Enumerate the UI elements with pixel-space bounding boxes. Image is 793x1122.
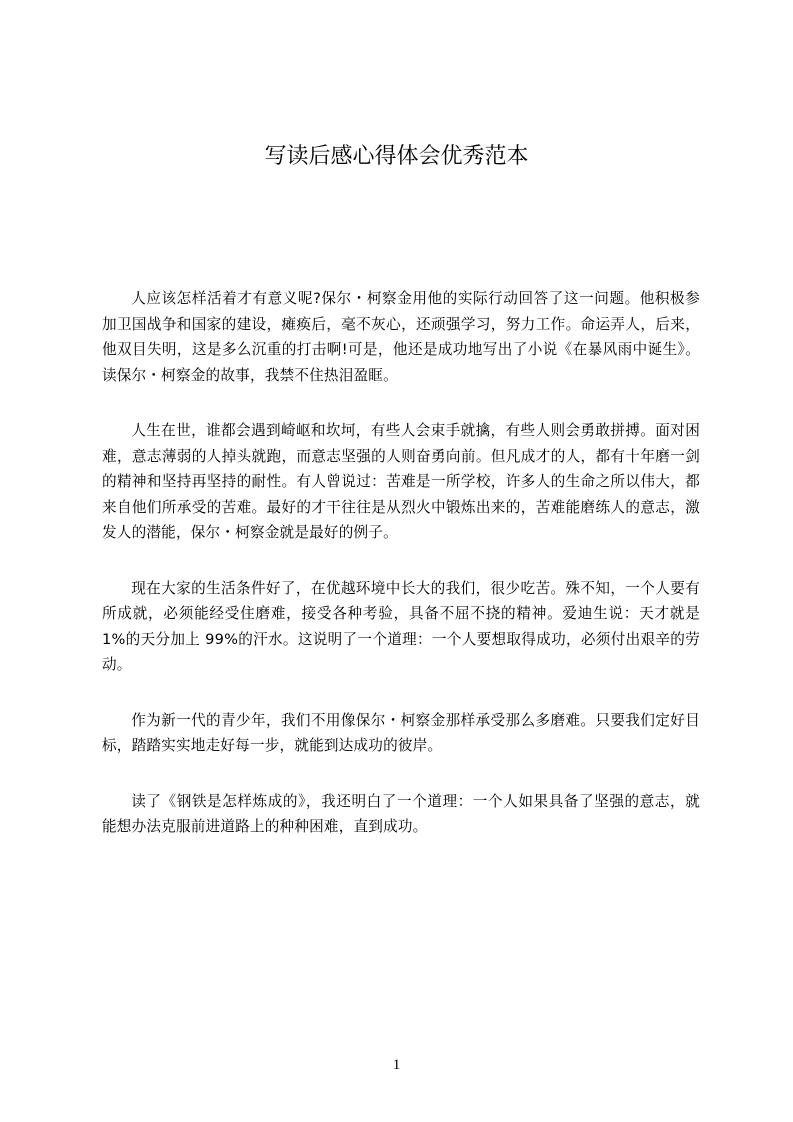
paragraph-2: 人生在世，谁都会遇到崎岖和坎坷，有些人会束手就擒，有些人则会勇敢拼搏。面对困难，意志薄弱的人掉头就跑，而意志坚强的人则奋勇向前。但凡成才的人，都有十年磨一剑的精神和坚持再坚持的耐性。有人曾说过：苦难是一所学校，许多人的生命之所以伟大，都来自他们所承受的苦难。最好的才干往往是从烈火中锻炼出来的，苦难能磨练人的意志，激发人的潜能，保尔・柯察金就是最好的例子。 [102,422,700,541]
paragraph-5: 读了《钢铁是怎样炼成的》，我还明白了一个道理：一个人如果具备了坚强的意志，就能想办法克服前进道路上的种种困难，直到成功。 [102,792,700,835]
document-body [102,286,700,870]
paragraph-1: 人应该怎样活着才有意义呢?保尔・柯察金用他的实际行动回答了这一问题。他积极参加卫国战争和国家的建设，瘫痪后，毫不灰心，还顽强学习，努力工作。命运弄人，后来，他双目失明，这是多么沉重的打击啊!可是，他还是成功地写出了小说《在暴风雨中诞生》。读保尔・柯察金的故事，我禁不住热泪盈眶。 [102,290,700,384]
paragraph-3: 现在大家的生活条件好了，在优越环境中长大的我们，很少吃苦。殊不知，一个人要有所成就，必须能经受住磨难，接受各种考验，具备不屈不挠的精神。爱迪生说：天才就是 1%的天分加上 99%的汗水。这说明了一个道理：一个人要想取得成功，必须付出艰辛的劳动。 [102,579,700,673]
page-number: 1 [392,1057,401,1073]
document-title: 写读后感心得体会优秀范本 [264,144,529,169]
paragraph-4: 作为新一代的青少年，我们不用像保尔・柯察金那样承受那么多磨难。只要我们定好目标，踏踏实实地走好每一步，就能到达成功的彼岸。 [102,711,700,754]
